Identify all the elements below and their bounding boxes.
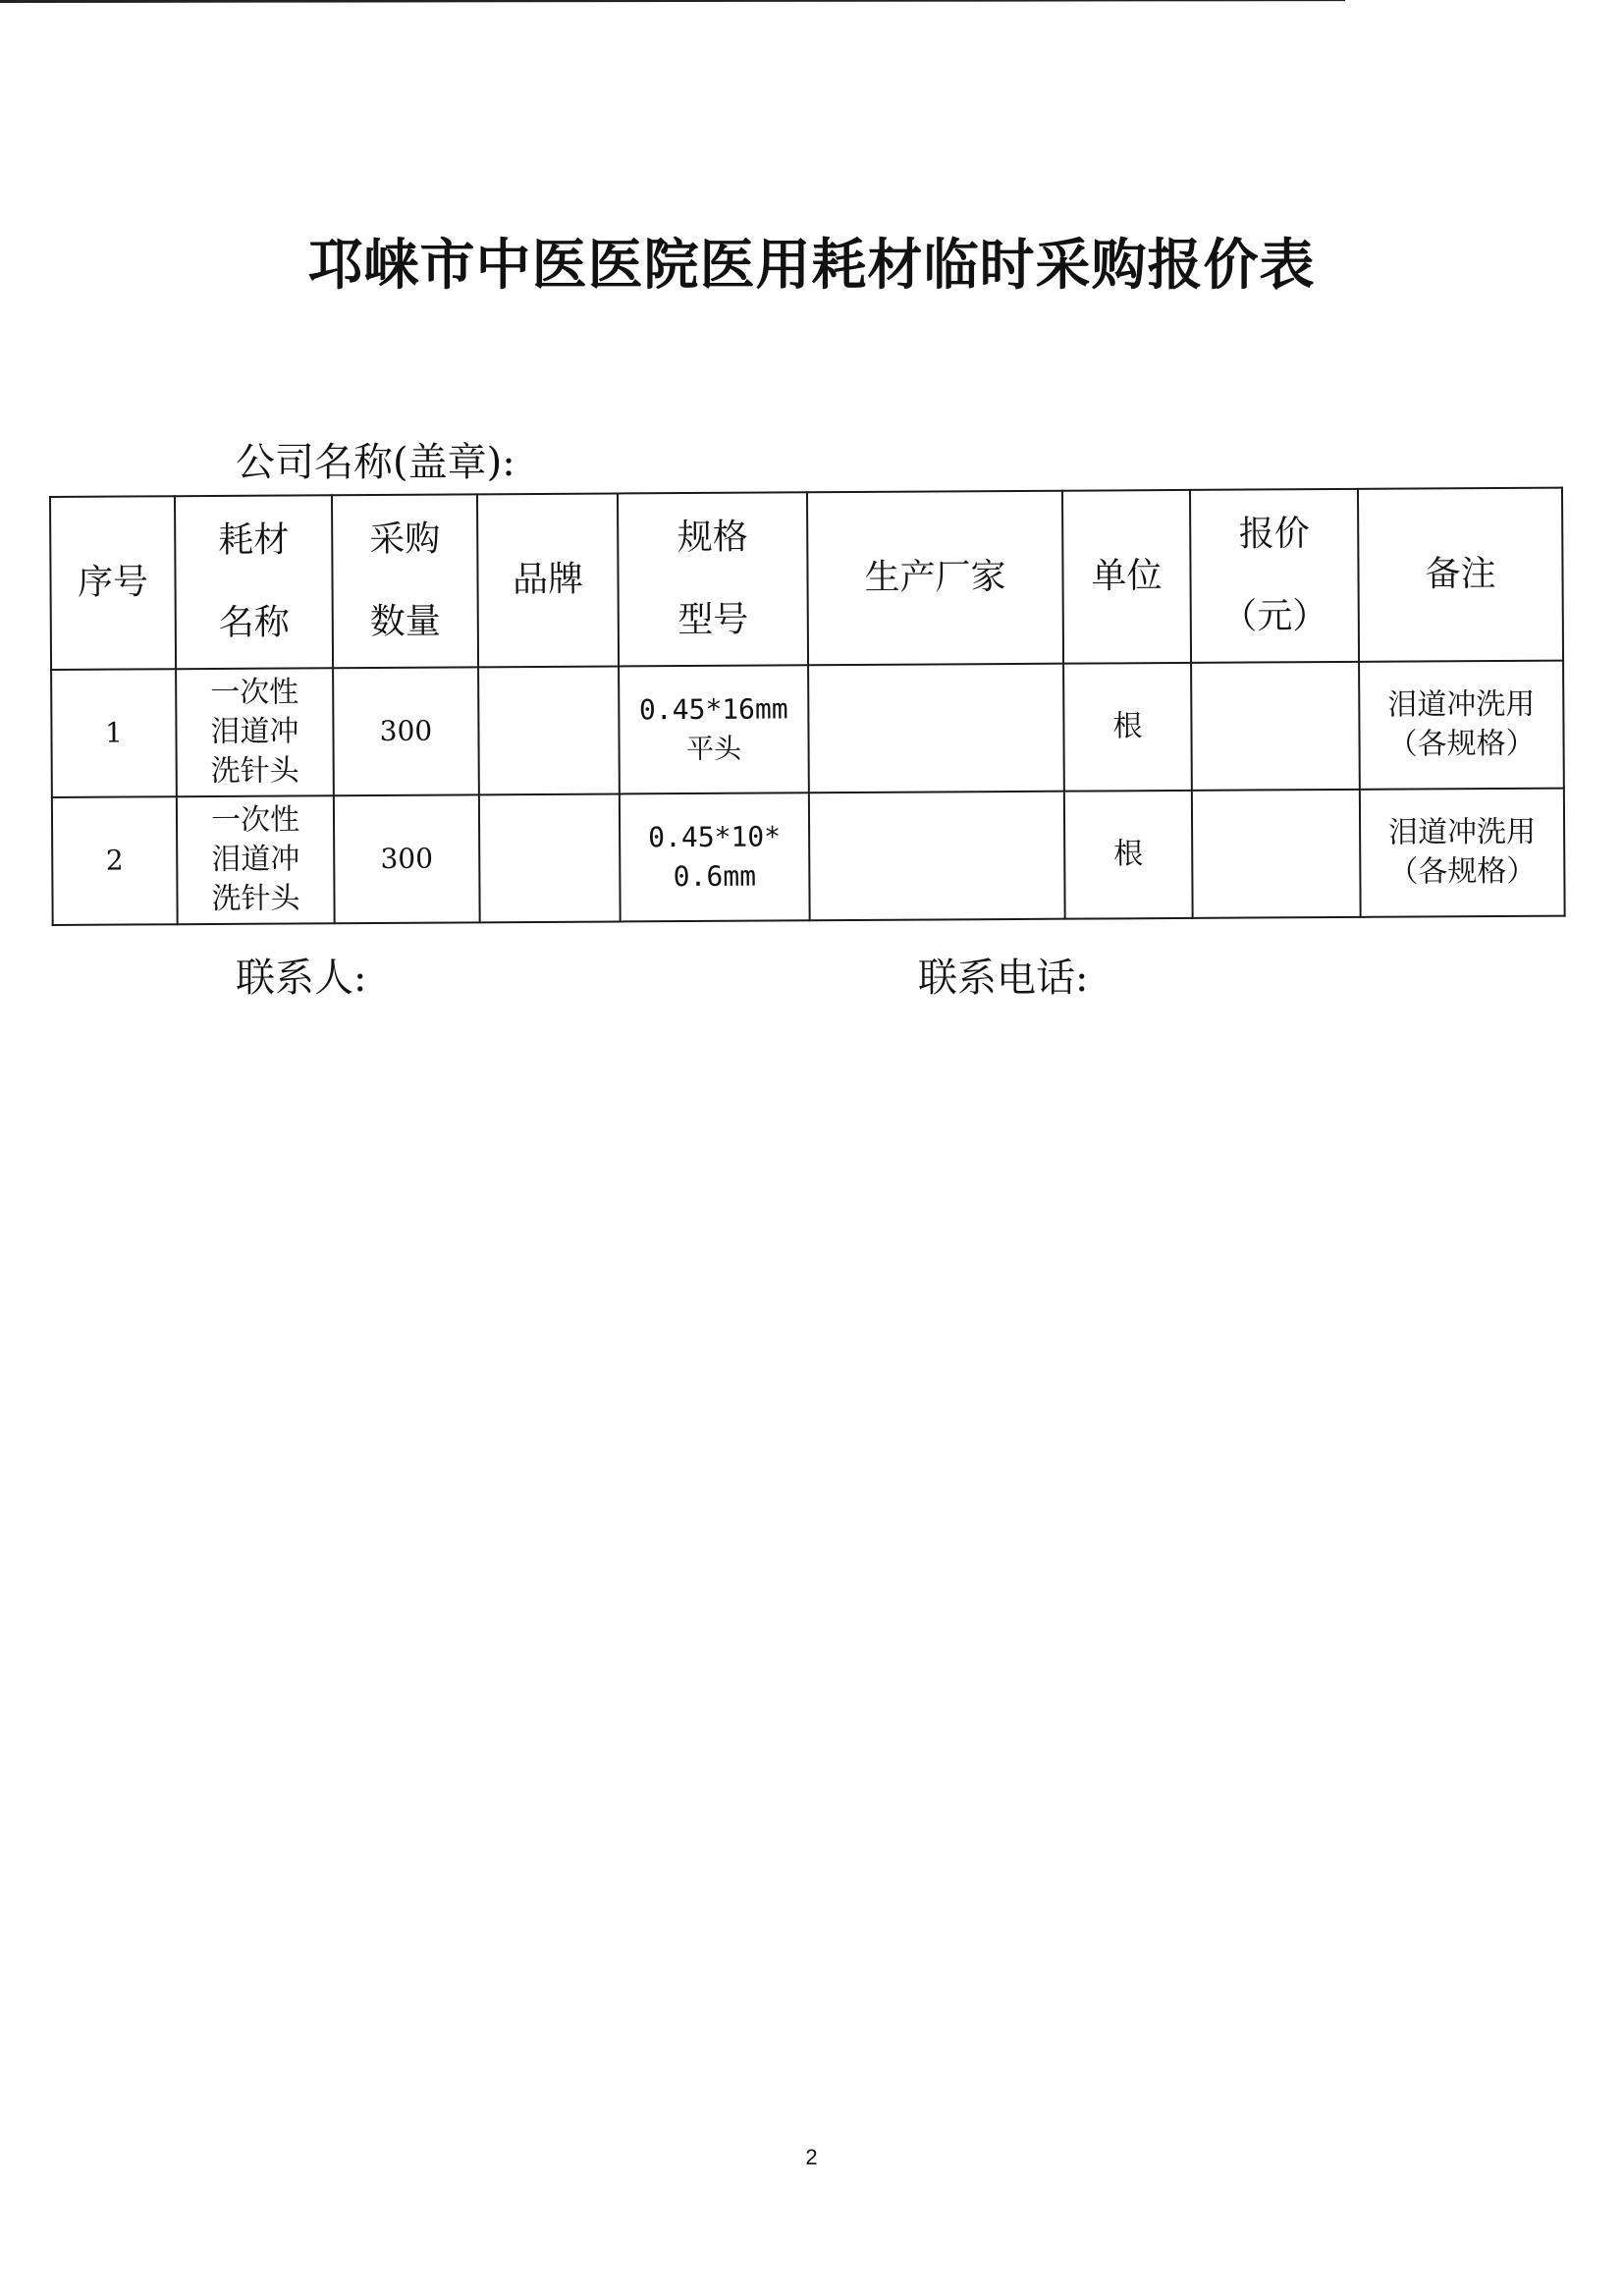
table-row: [51, 661, 1564, 797]
table-row: [52, 789, 1565, 925]
table-header-row: [50, 488, 1563, 670]
header-index: 序号: [50, 496, 176, 670]
header-unit: 单位: [1062, 490, 1191, 664]
quotation-table: [49, 487, 1566, 926]
cell-quantity: 300: [334, 794, 480, 923]
header-price: 报价 （元）: [1190, 489, 1359, 663]
cell-item-name: 一次性 泪道冲 洗针头: [177, 795, 335, 924]
cell-unit: 根: [1064, 791, 1193, 919]
cell-index: 1: [51, 669, 177, 797]
header-spec: 规格 型号: [618, 492, 808, 666]
header-remark: 备注: [1358, 488, 1563, 662]
header-item-name: 耗材 名称: [175, 495, 333, 669]
cell-manufacturer: [809, 792, 1065, 921]
cell-remark: 泪道冲洗用 （各规格）: [1359, 661, 1564, 790]
contact-person-label: 联系人:: [236, 956, 367, 1001]
cell-unit: 根: [1063, 663, 1192, 792]
header-manufacturer: 生产厂家: [807, 491, 1063, 666]
cell-quantity: 300: [333, 667, 479, 795]
page-number: 2: [805, 2145, 818, 2169]
cell-spec: 0.45*16mm 平头: [619, 665, 809, 793]
header-brand: 品牌: [477, 493, 619, 667]
cell-price: [1192, 790, 1361, 918]
scan-edge-line: [0, 0, 1345, 3]
document-title: 邛崃市中医医院医用耗材临时采购报价表: [307, 234, 1316, 298]
cell-price: [1191, 662, 1360, 791]
cell-spec: 0.45*10* 0.6mm: [620, 793, 810, 921]
cell-brand: [479, 793, 621, 922]
cell-index: 2: [52, 796, 178, 925]
cell-item-name: 一次性 泪道冲 洗针头: [176, 668, 334, 796]
cell-manufacturer: [808, 664, 1064, 793]
cell-remark: 泪道冲洗用 （各规格）: [1360, 789, 1565, 917]
company-name-stamp-label: 公司名称(盖章):: [236, 440, 515, 485]
cell-brand: [478, 666, 620, 794]
header-quantity: 采购 数量: [332, 494, 478, 668]
contact-phone-label: 联系电话:: [918, 956, 1089, 1001]
